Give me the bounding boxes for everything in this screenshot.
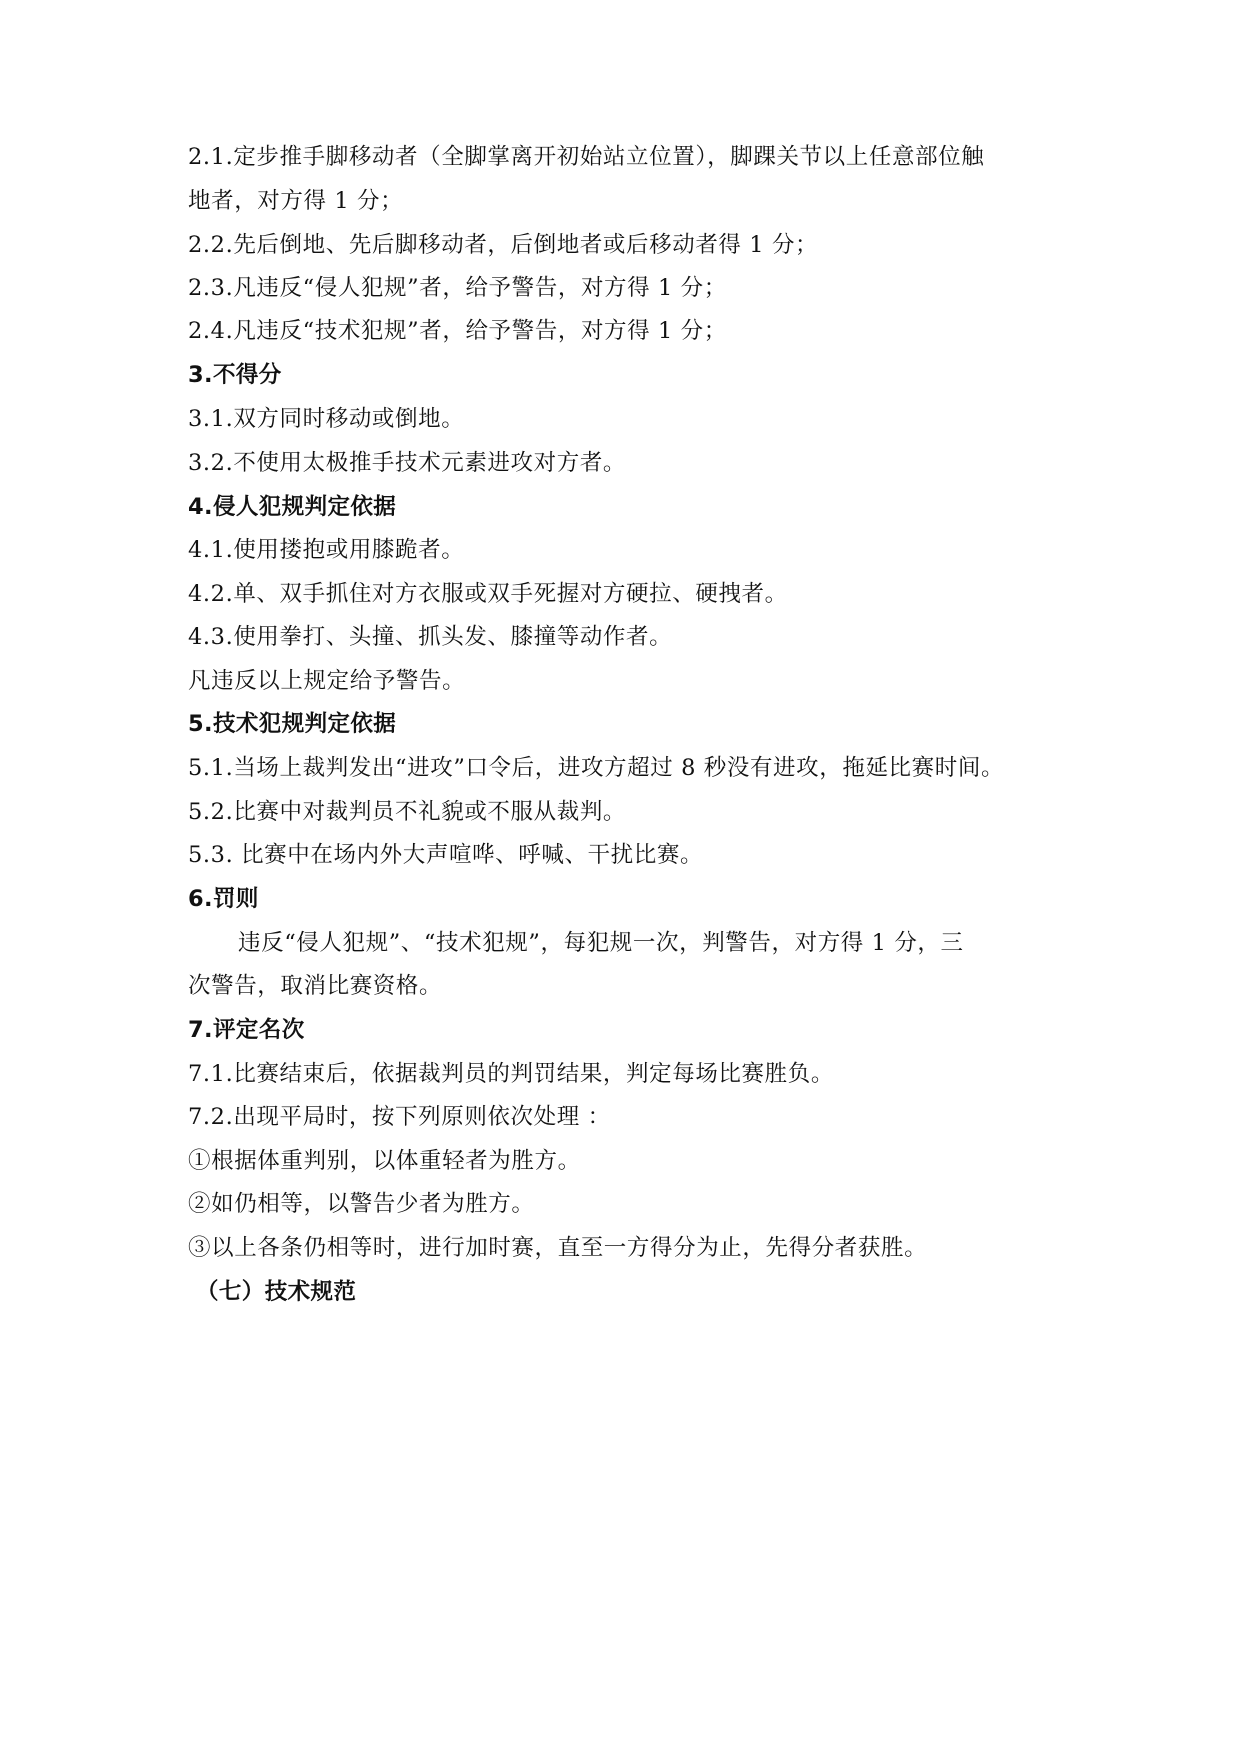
rule-6-line-1: 违反“侵人犯规”、“技术犯规”，每犯规一次，判警告，对方得 1 分，三 — [238, 930, 964, 956]
rule-3-2: 3.2.不使用太极推手技术元素进攻对方者。 — [188, 450, 627, 476]
section-6-heading: 6.罚则 — [188, 886, 259, 912]
subsection-seven-heading: （七）技术规范 — [196, 1279, 357, 1305]
rule-7-2-item-3: ③以上各条仍相等时，进行加时赛，直至一方得分为止，先得分者获胜。 — [188, 1235, 928, 1261]
rule-7-2-item-2: ②如仍相等，以警告少者为胜方。 — [188, 1191, 535, 1217]
rule-6-line-2: 次警告，取消比赛资格。 — [188, 973, 443, 999]
rule-2-2: 2.2.先后倒地、先后脚移动者，后倒地者或后移动者得 1 分； — [188, 232, 819, 258]
rule-4-note: 凡违反以上规定给予警告。 — [188, 668, 466, 694]
rule-2-4: 2.4.凡违反“技术犯规”者，给予警告，对方得 1 分； — [188, 318, 727, 344]
rule-7-2: 7.2.出现平局时，按下列原则依次处理 ： — [188, 1104, 611, 1130]
rule-5-2: 5.2.比赛中对裁判员不礼貌或不服从裁判。 — [188, 799, 627, 825]
section-5-heading: 5.技术犯规判定依据 — [188, 711, 397, 737]
rule-7-1: 7.1.比赛结束后，依据裁判员的判罚结果，判定每场比赛胜负。 — [188, 1061, 834, 1087]
rule-2-3: 2.3.凡违反“侵人犯规”者，给予警告，对方得 1 分； — [188, 275, 727, 301]
section-7-heading: 7.评定名次 — [188, 1017, 305, 1043]
rule-4-2: 4.2.单、双手抓住对方衣服或双手死握对方硬拉、硬拽者。 — [188, 581, 788, 607]
rule-4-1: 4.1.使用搂抱或用膝跪者。 — [188, 537, 465, 563]
section-4-heading: 4.侵人犯规判定依据 — [188, 494, 397, 520]
rule-5-3: 5.3. 比赛中在场内外大声喧哗、呼喊、干扰比赛。 — [188, 842, 704, 868]
section-3-heading: 3.不得分 — [188, 362, 282, 388]
rule-2-1-line-2: 地者，对方得 1 分； — [188, 188, 404, 214]
rule-4-3: 4.3.使用拳打、头撞、抓头发、膝撞等动作者。 — [188, 624, 673, 650]
rule-3-1: 3.1.双方同时移动或倒地。 — [188, 406, 465, 432]
rule-2-1-line-1: 2.1.定步推手脚移动者（全脚掌离开初始站立位置），脚踝关节以上任意部位触 — [188, 144, 985, 170]
rule-7-2-item-1: ①根据体重判别，以体重轻者为胜方。 — [188, 1148, 581, 1174]
rule-5-1: 5.1.当场上裁判发出“进攻”口令后，进攻方超过 8 秒没有进攻，拖延比赛时间。 — [188, 755, 1005, 781]
